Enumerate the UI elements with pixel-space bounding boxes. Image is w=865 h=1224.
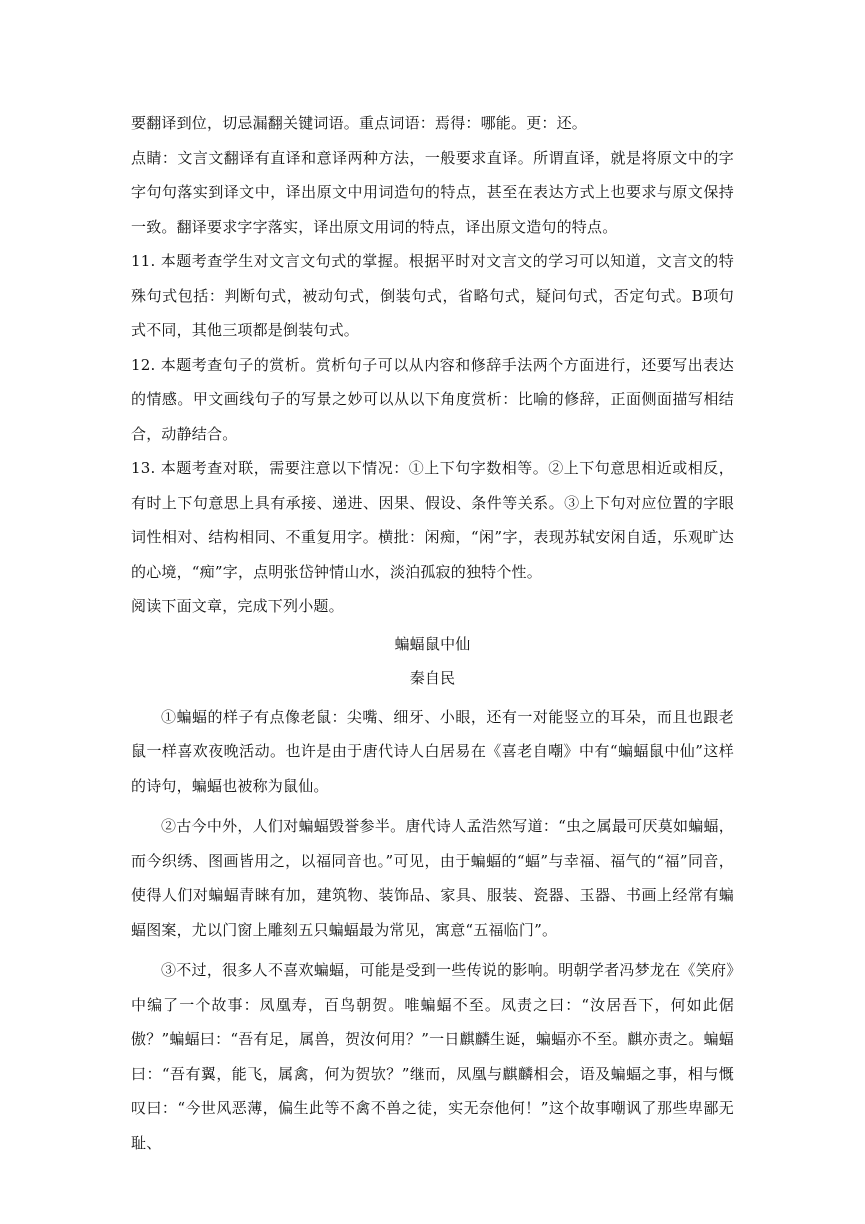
answer-paragraph-tip: 点睛：文言文翻译有直译和意译两种方法，一般要求直译。所谓直译，就是将原文中的字字句句落实到译文中，译出原文中用词造句的特点，甚至在表达方式上也要求与原文保持一致。翻译要求字字落实，译出原文用词的特点，译出原文造句的特点。 — [131, 148, 734, 236]
article-paragraph-1: ①蝙蝠的样子有点像老鼠：尖嘴、细牙、小眼，还有一对能竖立的耳朵，而且也跟老鼠一样喜欢夜晚活动。也许是由于唐代诗人白居易在《喜老自嘲》中有“蝙蝠鼠中仙”这样的诗句，蝙蝠也被称为鼠仙。 — [131, 707, 734, 795]
answer-paragraph-q13: 13. 本题考查对联，需要注意以下情况：①上下句字数相等。②上下句意思相近或相反，有时上下句意思上具有承接、递进、因果、假设、条件等关系。③上下句对应位置的字眼词性相对、结构相同、不重复用字。横批：闲痴，“闲”字，表现苏轼安闲自适，乐观旷达的心境，“痴”字，点明张岱钟情山水，淡泊孤寂的独特个性。 — [131, 459, 734, 581]
article-title: 蝙蝠鼠中仙 — [394, 634, 471, 653]
document-body — [131, 106, 734, 1160]
answer-paragraph-q12: 12. 本题考查句子的赏析。赏析句子可以从内容和修辞手法两个方面进行，还要写出表达的情感。甲文画线句子的写景之妙可以从以下角度赏析：比喻的修辞，正面侧面描写相结合，动静结合。 — [131, 355, 734, 443]
article-paragraph-3: ③不过，很多人不喜欢蝙蝠，可能是受到一些传说的影响。明朝学者冯梦龙在《笑府》中编了一个故事：凤凰寿，百鸟朝贺。唯蝙蝠不至。凤责之曰：“汝居吾下，何如此倨傲？”蝙蝠曰：“吾有足，属兽，贺汝何用？”一日麒麟生诞，蝙蝠亦不至。麒亦责之。蝙蝠曰：“吾有翼，能飞，属禽，何为贺欤？”继而，凤凰与麒麟相会，语及蝙蝠之事，相与慨叹曰：“今世风恶薄，偏生此等不禽不兽之徒，实无奈他何！”这个故事嘲讽了那些卑鄙无耻、 — [131, 961, 734, 1152]
reading-instruction: 阅读下面文章，完成下列小题。 — [131, 597, 344, 615]
answer-paragraph-translation-note: 要翻译到位，切忌漏翻关键词语。重点词语：焉得：哪能。更：还。 — [131, 114, 588, 132]
article-author: 秦自民 — [409, 669, 456, 687]
article-paragraph-2: ②古今中外，人们对蝙蝠毁誉参半。唐代诗人孟浩然写道：“虫之属最可厌莫如蝙蝠，而今织绣、图画皆用之，以福同音也。”可见，由于蝙蝠的“蝠”与幸福、福气的“福”同音，使得人们对蝙蝠青睐有加，建筑物、装饰品、家具、服装、瓷器、玉器、书画上经常有蝙蝠图案，尤以门窗上雕刻五只蝙蝠最为常见，寓意“五福临门”。 — [131, 817, 734, 939]
answer-paragraph-q11: 11. 本题考查学生对文言文句式的掌握。根据平时对文言文的学习可以知道，文言文的特殊句式包括：判断句式，被动句式，倒装句式，省略句式，疑问句式，否定句式。B项句式不同，其他三项都是倒装句式。 — [131, 252, 734, 339]
